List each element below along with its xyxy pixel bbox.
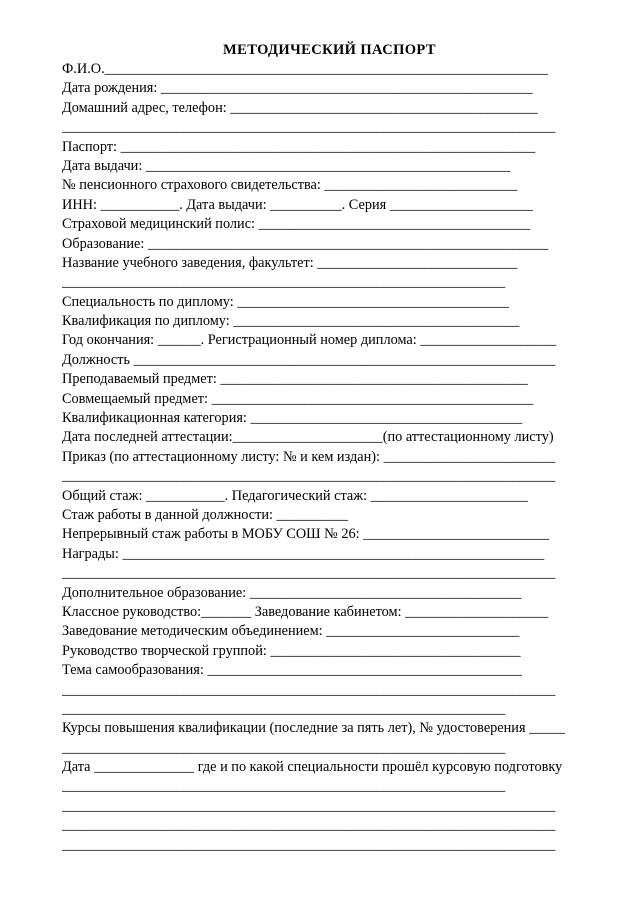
form-line: Тема самообразования: ____________________________________________ [62, 662, 522, 679]
form-line: Название учебного заведения, факультет: ____________________________ [62, 254, 518, 271]
form-line: _____________________________________________________________________ [62, 468, 556, 485]
form-line: Стаж работы в данной должности: __________ [62, 506, 349, 523]
form-line: Преподаваемый предмет: ___________________________________________ [62, 371, 528, 388]
form-line: Страховой медицинский полис: ______________________________________ [62, 216, 531, 233]
form-line: ______________________________________________________________ [62, 274, 506, 291]
form-line: Заведование методическим объединением: ___________________________ [62, 623, 520, 640]
form-line: Дополнительное образование: ______________________________________ [62, 584, 522, 601]
form-line: Непрерывный стаж работы в МОБУ СОШ № 26: __________________________ [62, 526, 550, 543]
form-body [62, 60, 597, 855]
form-line: Классное руководство:_______ Заведование кабинетом: ____________________ [62, 603, 549, 620]
form-line: Должность ___________________________________________________________ [62, 351, 556, 368]
form-line: _____________________________________________________________________ [62, 681, 556, 698]
form-line: Домашний адрес, телефон: ___________________________________________ [62, 99, 538, 116]
form-line: Дата последней аттестации:_____________________(по аттестационному листу) [62, 429, 554, 446]
form-line: Квалификация по диплому: ________________________________________ [62, 313, 520, 330]
form-line: № пенсионного страхового свидетельства: ___________________________ [62, 177, 518, 194]
form-line: ______________________________________________________________ [62, 700, 506, 717]
form-line: Дата рождения: ____________________________________________________ [62, 80, 533, 97]
form-line: Курсы повышения квалификации (последние за пять лет), № удостоверения _____ [62, 720, 565, 737]
form-line: ______________________________________________________________ [62, 778, 506, 795]
form-line: Общий стаж: ___________. Педагогический стаж: ______________________ [62, 487, 528, 504]
form-line: ИНН: ___________. Дата выдачи: __________. Серия ____________________ [62, 196, 533, 213]
form-line: ______________________________________________________________ [62, 739, 506, 756]
form-line: _____________________________________________________________________ [62, 565, 556, 582]
document-page [62, 40, 597, 855]
form-line: Совмещаемый предмет: _____________________________________________ [62, 390, 534, 407]
form-line: Специальность по диплому: ______________________________________ [62, 293, 509, 310]
form-line: _____________________________________________________________________ [62, 797, 556, 814]
form-line: Образование: ________________________________________________________ [62, 235, 549, 252]
form-line: Приказ (по аттестационному листу: № и кем издан): ________________________ [62, 448, 556, 465]
form-line: Паспорт: __________________________________________________________ [62, 138, 536, 155]
form-line: _____________________________________________________________________ [62, 817, 556, 834]
form-line: Руководство творческой группой: ___________________________________ [62, 642, 521, 659]
form-line: Дата выдачи: ___________________________________________________ [62, 157, 511, 174]
form-line: _____________________________________________________________________ [62, 836, 556, 853]
form-line: Дата ______________ где и по какой специальности прошёл курсовую подготовку [62, 759, 563, 776]
form-line: Год окончания: ______. Регистрационный номер диплома: ___________________ [62, 332, 557, 349]
form-line: Квалификационная категория: ______________________________________ [62, 410, 523, 427]
form-line: _____________________________________________________________________ [62, 119, 556, 136]
document-title: МЕТОДИЧЕСКИЙ ПАСПОРТ [223, 42, 436, 58]
form-line: Ф.И.О.______________________________________________________________ [62, 61, 548, 77]
form-line: Награды: ___________________________________________________________ [62, 545, 545, 562]
